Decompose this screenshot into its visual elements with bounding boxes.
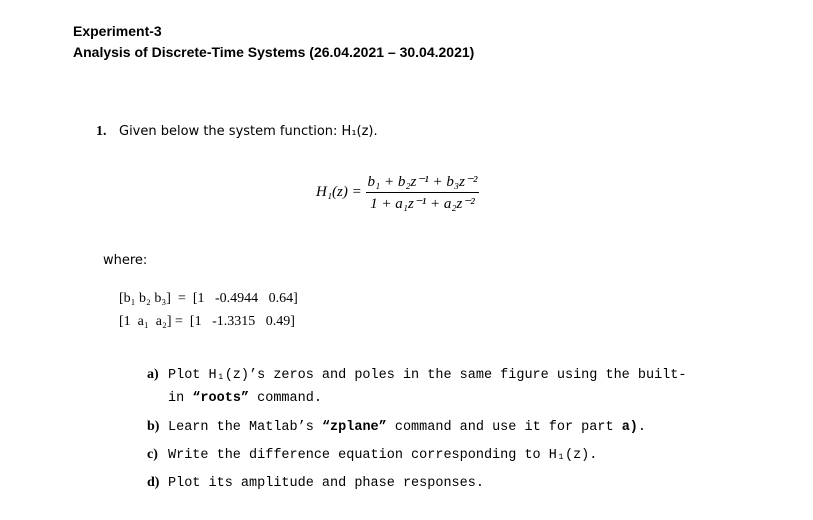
part-b-label: b) bbox=[147, 419, 160, 434]
part-b-post2: . bbox=[637, 420, 647, 435]
system-function-equation bbox=[316, 172, 479, 213]
part-b-pre: Learn the Matlab’s bbox=[168, 420, 322, 435]
roots-command: “roots” bbox=[192, 391, 250, 406]
coefficients-a: [1 a₁ a₂] = [1 -1.3315 0.49] bbox=[119, 314, 295, 329]
part-c-label: c) bbox=[147, 447, 158, 462]
question-text: Given below the system function: H₁(z). bbox=[119, 124, 378, 139]
part-a-line2 bbox=[168, 391, 322, 406]
part-a-line1: Plot H₁(z)’s zeros and poles in the same figure using the built- bbox=[168, 368, 687, 383]
coefficients-b: [b₁ b₂ b₃] = [1 -0.4944 0.64] bbox=[119, 291, 298, 306]
zplane-command: “zplane” bbox=[321, 420, 387, 435]
where-label: where: bbox=[103, 253, 148, 268]
question-number: 1. bbox=[96, 124, 107, 139]
part-c-text: Write the difference equation corresponding to H₁(z). bbox=[168, 448, 598, 463]
equation-lhs: H₁(z) = bbox=[316, 184, 362, 200]
part-a-label: a) bbox=[147, 367, 159, 382]
equation-denominator: 1 + a₁z⁻¹ + a₂z⁻² bbox=[370, 196, 475, 212]
experiment-subtitle: Analysis of Discrete-Time Systems (26.04.2021 – 30.04.2021) bbox=[73, 44, 475, 60]
part-b-text bbox=[168, 420, 646, 435]
part-b-post: command and use it for part bbox=[386, 420, 622, 435]
part-a-reference: a) bbox=[621, 420, 638, 435]
part-a-line2-pre: in bbox=[168, 391, 193, 406]
part-d-label: d) bbox=[147, 475, 160, 490]
part-d-text: Plot its amplitude and phase responses. bbox=[168, 476, 484, 491]
part-a-line2-post: command. bbox=[249, 391, 322, 406]
equation-fraction bbox=[366, 172, 480, 213]
equation-numerator: b₁ + b₂z⁻¹ + b₃z⁻² bbox=[366, 172, 480, 193]
experiment-title: Experiment-3 bbox=[73, 23, 162, 39]
